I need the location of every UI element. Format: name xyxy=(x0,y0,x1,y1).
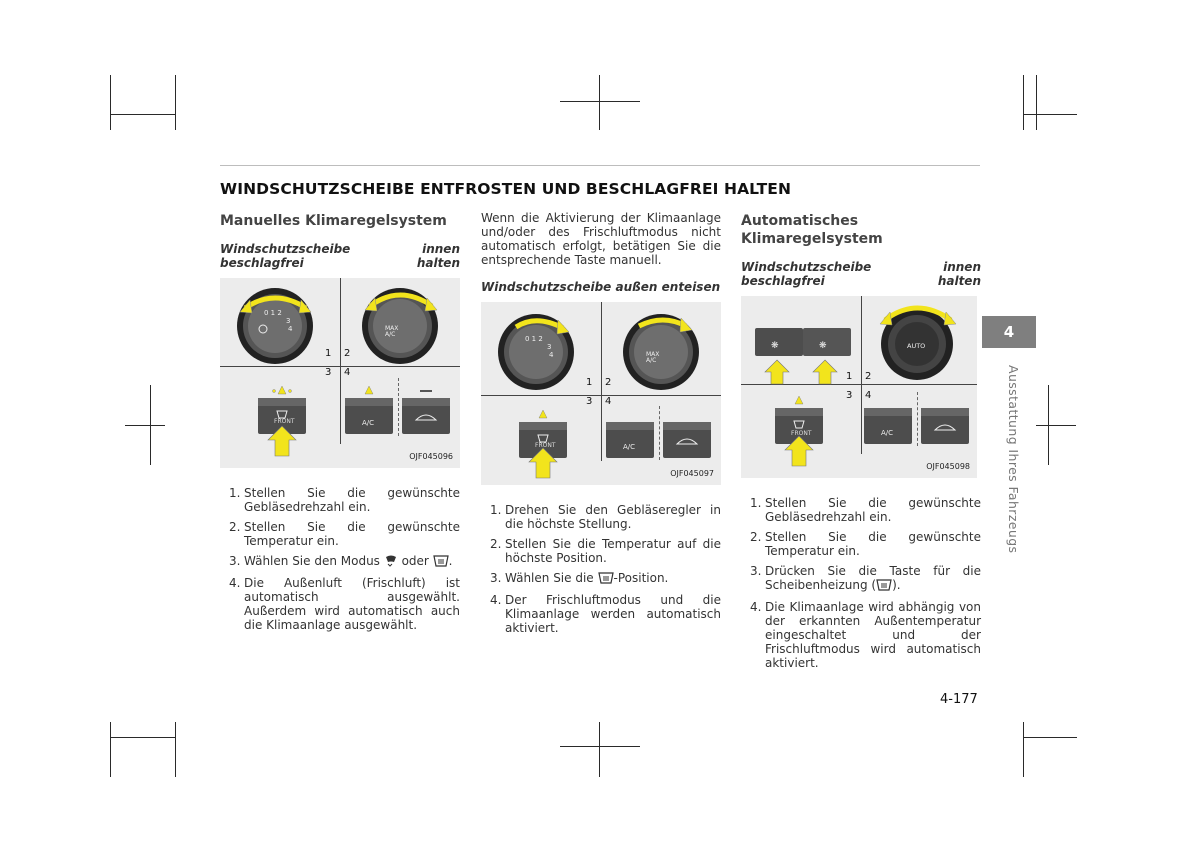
column-manual xyxy=(220,212,460,638)
list-item: 4. Die Außenluft (Frischluft) ist automatisch ausgewählt. Außerdem wird automatisch auch die Klimaanlage ausgewählt. xyxy=(229,576,460,632)
figure-code: OJF045096 xyxy=(409,452,453,461)
figure-number: 2 xyxy=(344,348,351,359)
page-heading: WINDSCHUTZSCHEIBE ENTFROSTEN UND BESCHLAGFREI HALTEN xyxy=(220,180,792,198)
list-item: 1. Stellen Sie die gewünschte Gebläsedrehzahl ein. xyxy=(229,486,460,514)
subtitle-part: beschlagfrei halten xyxy=(220,256,460,270)
figure-number: 3 xyxy=(586,396,593,407)
column-manual-defrost xyxy=(481,211,721,641)
svg-text:MAX: MAX xyxy=(385,325,399,332)
windshield-defrost-icon xyxy=(433,555,449,570)
svg-text:❋: ❋ xyxy=(771,341,779,351)
list-item: 1. Stellen Sie die gewünschte Gebläsedrehzahl ein. xyxy=(750,496,981,524)
svg-text:3: 3 xyxy=(547,343,552,351)
title-part: Automatisches xyxy=(741,213,859,229)
list-item: 2. Stellen Sie die Temperatur auf die höchste Position. xyxy=(490,537,721,565)
figure-manual-defrost xyxy=(481,302,721,485)
subsection-title-defrost: Windschutzscheibe außen enteisen xyxy=(481,280,721,294)
figure-number: 3 xyxy=(325,367,332,378)
svg-text:FRONT: FRONT xyxy=(791,430,812,437)
figure-number: 1 xyxy=(325,348,332,359)
control-knobs-illustration xyxy=(481,302,721,485)
figure-number: 1 xyxy=(586,377,593,388)
figure-number: 3 xyxy=(846,390,853,401)
section-title-automatic xyxy=(741,212,981,248)
svg-text:0 1 2: 0 1 2 xyxy=(264,309,282,317)
list-item: 4. Die Klimaanlage wird abhängig von der erkannten Außentemperatur eingeschaltet und der Frischluftmodus wird automatisch aktiviert. xyxy=(750,600,981,670)
subsection-title-automatic xyxy=(741,260,981,288)
floor-defrost-icon xyxy=(384,555,398,570)
figure-manual-defog xyxy=(220,278,460,468)
page-number: 4-177 xyxy=(940,692,978,707)
section-title-manual: Manuelles Klimaregelsystem xyxy=(220,213,447,229)
column-automatic xyxy=(741,212,981,676)
svg-text:A/C: A/C xyxy=(646,357,657,364)
figure-number: 2 xyxy=(865,371,872,382)
subsection-title-manual xyxy=(220,242,460,270)
svg-text:A/C: A/C xyxy=(623,443,636,451)
title-part: Klimaregelsystem xyxy=(741,231,883,247)
figure-number: 2 xyxy=(605,377,612,388)
svg-text:3: 3 xyxy=(286,317,291,325)
control-knobs-illustration xyxy=(220,278,460,468)
list-item: 2. Stellen Sie die gewünschte Temperatur ein. xyxy=(750,530,981,558)
list-item: 3. Drücken Sie die Taste für die Scheibenheizung ( ). xyxy=(750,564,981,592)
svg-text:0 1 2: 0 1 2 xyxy=(525,335,543,343)
list-item: 3. Wählen Sie den Modus oder . xyxy=(229,554,453,568)
subtitle-part: Windschutzscheibe xyxy=(741,260,872,274)
steps-manual xyxy=(220,486,460,632)
svg-text:MAX: MAX xyxy=(646,351,660,358)
chapter-side-label: Ausstattung Ihres Fahrzeugs xyxy=(1006,365,1021,554)
subtitle-part: innen xyxy=(943,260,981,274)
figure-code: OJF045098 xyxy=(926,462,970,471)
list-item: 2. Stellen Sie die gewünschte Temperatur ein. xyxy=(229,520,460,548)
list-item: 3. Wählen Sie die -Position. xyxy=(490,571,669,585)
subtitle-part: beschlagfrei halten xyxy=(741,274,981,288)
svg-text:AUTO: AUTO xyxy=(907,342,926,350)
figure-number: 4 xyxy=(865,390,872,401)
figure-number: 4 xyxy=(605,396,612,407)
figure-automatic-defog xyxy=(741,296,977,478)
subtitle-part: Windschutzscheibe xyxy=(220,242,351,256)
svg-text:FRONT: FRONT xyxy=(535,442,556,449)
steps-automatic xyxy=(741,496,981,670)
svg-text:A/C: A/C xyxy=(385,331,396,338)
windshield-defrost-icon xyxy=(598,572,614,587)
chapter-tab: 4 xyxy=(982,316,1036,348)
svg-text:❋: ❋ xyxy=(819,341,827,351)
list-item: 4. Der Frischluftmodus und die Klimaanlage werden automatisch aktiviert. xyxy=(490,593,721,635)
figure-number: 1 xyxy=(846,371,853,382)
svg-text:A/C: A/C xyxy=(362,419,375,427)
list-item: 1. Drehen Sie den Gebläseregler in die höchste Stellung. xyxy=(490,503,721,531)
steps-defrost xyxy=(481,503,721,635)
windshield-defrost-icon xyxy=(876,579,892,594)
top-rule xyxy=(220,165,980,166)
svg-text:4: 4 xyxy=(288,325,293,333)
figure-code: OJF045097 xyxy=(670,469,714,478)
intro-paragraph: Wenn die Aktivierung der Klimaanlage und/oder des Frischluftmodus nicht automatisch erfolgt, betätigen Sie die entsprechende Taste manuell. xyxy=(481,211,721,267)
subtitle-part: innen xyxy=(422,242,460,256)
svg-text:FRONT: FRONT xyxy=(274,418,295,425)
svg-text:A/C: A/C xyxy=(881,429,894,437)
figure-number: 4 xyxy=(344,367,351,378)
control-panel-illustration xyxy=(741,296,977,478)
svg-text:4: 4 xyxy=(549,351,554,359)
